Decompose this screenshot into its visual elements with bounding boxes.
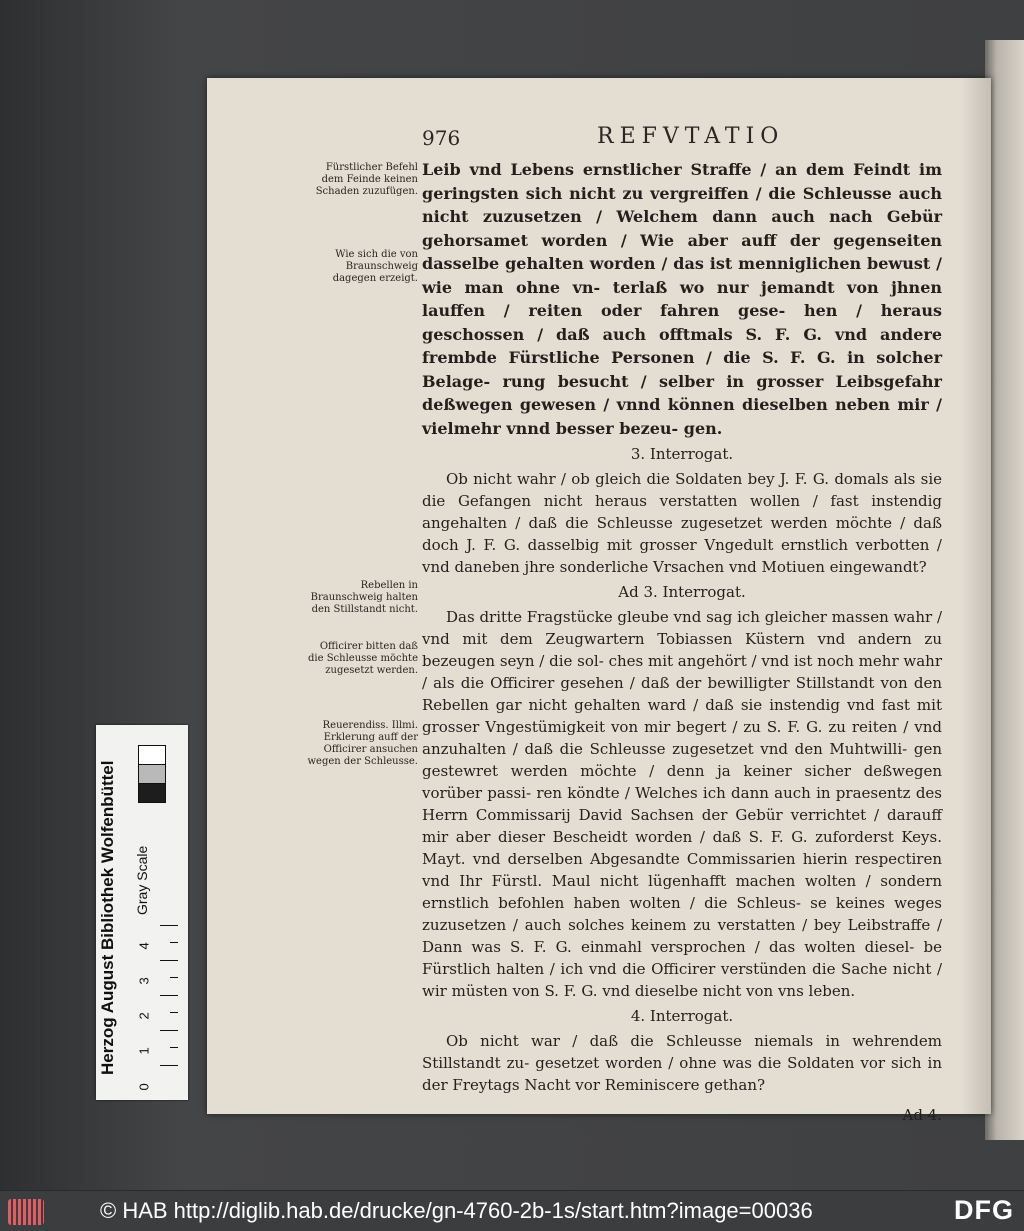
text-line: frembde Fürstliche Personen / die S. F. G. in solcher Belage- [422,348,942,391]
dfg-logo: DFG [954,1195,1014,1225]
heading-interrogat-4: 4. Interrogat. [630,1007,734,1025]
text-line: Leib vnd Lebens ernstlicher Straffe / an dem Feindt im geringsten sich [422,160,942,203]
text-line: be Fürstlich halten / ich vnd die Officirer verstünden die Sache nicht / wir [422,938,942,1000]
paragraph-1 [422,158,942,440]
ruler-tick [160,960,178,961]
marginal-note-4: Officirer bitten daß die Schleusse möchte zugesetzt werden. [308,641,418,676]
text-line: dem Zeugwartern Tobiassen Küstern vnd andern zu bezeugen seyn / die sol- [422,630,942,670]
hab-logo-icon [8,1199,44,1225]
text-line: ches mit angehört / vnd ist noch mehr wahr / als die Officirer gesehen / daß [422,652,942,692]
catchword: Ad 4. [902,1106,942,1124]
scale-number: 1 [136,1047,152,1055]
scale-number: 0 [136,1083,152,1091]
text-line: Vngedult ernstlich verbotten / vnd daneben jhre sonderliche Vrsachen vnd [422,536,942,576]
text-line: Ob nicht war / daß die Schleusse niemals in wehrendem Stillstandt zu- [422,1032,942,1072]
text-line: gen gestewret werden möchte / denn ja keiner sicher deßwegen vorüber passi- [422,740,942,802]
book-page [207,78,991,1124]
text-line: terlaß wo nur jemandt von jhnen lauffen / reiten oder fahren gese- [422,277,943,320]
text-line: vnnd können dieselben neben mir / vielmehr vnnd besser bezeu- [422,395,942,438]
text-line: se keines weges zuzusetzen / auch solches keinem zu verstatten / bey [422,894,942,934]
text-line: dasselbe gehalten worden / das ist menniglichen bewust / wie man ohne vn- [422,254,942,297]
scale-number: 3 [136,977,152,985]
text-line: Das dritte Fragstücke gleube vnd sag ich gleicher massen wahr / vnd mit [422,608,942,648]
page-fold-shadow [961,78,991,1114]
text-line: David Sachsen der Gebür verrichtet / darauff mir aber dieser Bescheidt [422,806,943,846]
text-line: nicht zu vergreiffen / die Schleusse auch nicht zuzusetzen / Welchem [422,183,943,226]
text-line: Reminiscere gethan? [604,1076,766,1094]
swatch-white [138,745,166,765]
text-line: Commissarien hierin respectiren vnd Ihr Fürstl. Maul nicht lügenhafft [422,850,942,890]
ruler-tick [170,1047,178,1048]
ruler-tick [160,1065,178,1066]
heading-ad-3: Ad 3. Interrogat. [618,583,746,601]
page-number: 976 [422,126,461,150]
text-line: zu reiten / vnd anzuhalten / daß die Schleusse zugesetzet vnd den Muhtwilli- [422,718,942,758]
text-line: müsten von S. F. G. vnd dieselbe nicht von vns leben. [451,982,856,1000]
text-line: Gefangen nicht heraus verstatten wollen / fast instendig angehalten / daß die [422,492,942,532]
text-line: dann auch nach Gebür gehorsamet worden / Wie aber auff der gegenseiten [422,207,942,250]
text-line: worden / daß S. F. G. zuforderst Keys. Mayt. vnd derselben Abgesandte [422,828,942,868]
text-line: gesetzet worden / ohne was die Soldaten vor sich in der Freytags Nacht vor [422,1054,942,1094]
scale-number: 2 [136,1012,152,1020]
text-line: gen. [683,418,723,438]
text-line: rung besucht / selber in grosser Leibsgefahr deßwegen gewesen / [422,371,942,414]
ruler-tick [160,925,178,926]
paragraph-2 [422,468,942,578]
text-line: der bewilligter Stillstandt von den Rebellen gar nicht gehalten ward / daß [422,674,942,714]
marginal-note-3: Rebellen in Braunschweig halten den Stillstandt nicht. [310,580,418,615]
chart-institution-label: Herzog August Bibliothek Wolfenbüttel [98,760,117,1075]
marginal-note-1: Fürstlicher Befehl dem Feinde keinen Schaden zuzufügen. [315,162,418,197]
running-title: REFVTATIO [597,124,785,149]
color-chart [96,725,188,1100]
text-line: machen wolten / sondern ernstlich befohlen haben wolten / die Schleus- [422,872,942,912]
gray-scale-label: Gray Scale [134,845,150,915]
ruler-tick [170,977,178,978]
ruler-tick [170,942,178,943]
scale-number: 4 [136,942,152,950]
body-text [422,158,942,1129]
ruler-tick [160,995,178,996]
text-line: Leibstraffe / Dann was S. F. G. einmahl versprochen / das wolten diesel- [422,916,942,956]
text-line: ren köndte / Welches ich dann auch in praesentz des Herrn Commissarij [422,784,943,824]
paragraph-3 [422,606,942,1002]
marginal-note-5: Reuerendiss. Illmi. Erklerung auff der Officirer ansuchen wegen der Schleusse. [307,720,418,767]
footer-bar [0,1190,1024,1231]
text-line: Ob nicht wahr / ob gleich die Soldaten bey J. F. G. domals als sie die [422,470,942,510]
footer-credit-link[interactable]: © HAB http://diglib.hab.de/drucke/gn-4760-2b-1s/start.htm?image=00036 [100,1198,813,1223]
scale-ruler [134,925,178,1090]
text-line: sie instendig vnd fast mit grosser Vngestümigkeit von mir begert / zu S. F. G. [422,696,942,736]
ruler-tick [170,1012,178,1013]
marginal-note-2: Wie sich die von Braunschweig dagegen erzeigt. [332,249,418,284]
paragraph-4 [422,1030,942,1096]
text-line: Motiuen eingewandt? [761,558,927,576]
ruler-tick [160,1030,178,1031]
text-line: hen / heraus geschossen / daß auch offtmals S. F. G. vnd andere [422,301,942,344]
heading-interrogat-3: 3. Interrogat. [630,445,734,463]
text-line: Schleusse zugesetzet werden möchte / daß doch J. F. G. dasselbig mit grosser [422,514,942,554]
